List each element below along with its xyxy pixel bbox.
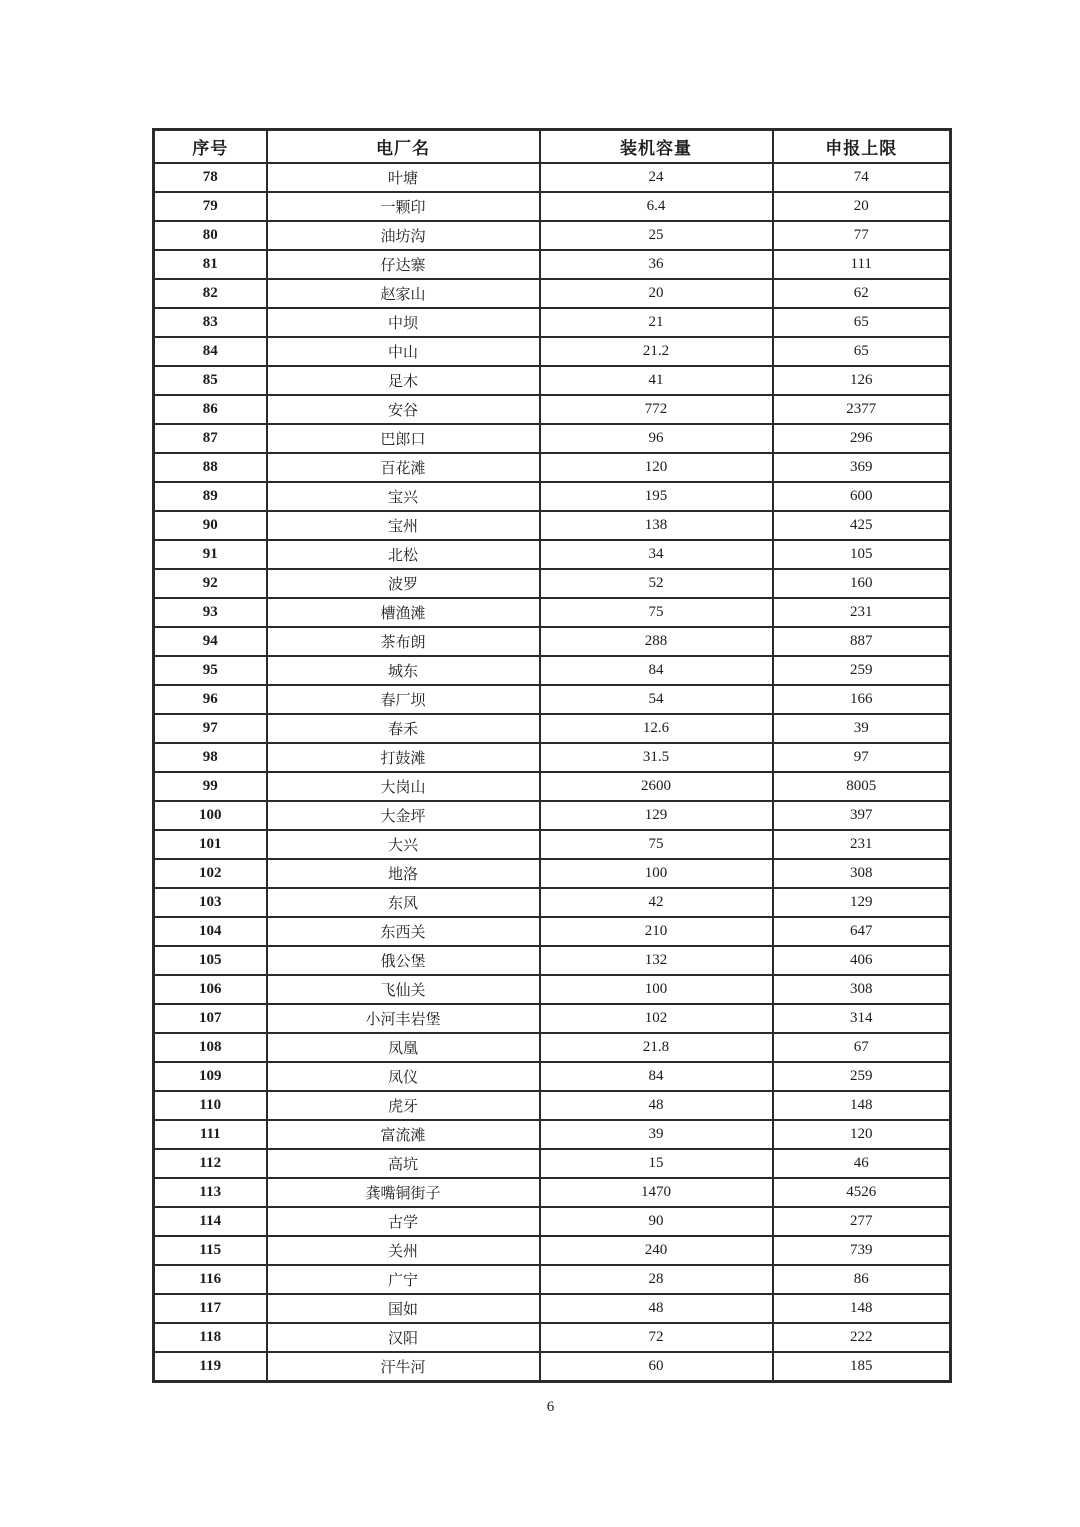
header-installed-capacity: 装机容量 (540, 130, 773, 164)
table-row (154, 337, 951, 366)
cell-declared-upper-limit: 308 (773, 859, 951, 888)
table-row (154, 279, 951, 308)
table-header (154, 130, 951, 164)
cell-plant-name: 巴郎口 (267, 424, 540, 453)
table-row (154, 598, 951, 627)
table-row (154, 801, 951, 830)
cell-plant-name: 春厂坝 (267, 685, 540, 714)
cell-installed-capacity: 34 (540, 540, 773, 569)
cell-declared-upper-limit: 600 (773, 482, 951, 511)
table-row (154, 772, 951, 801)
cell-installed-capacity: 21.8 (540, 1033, 773, 1062)
table-row (154, 511, 951, 540)
table-row (154, 540, 951, 569)
cell-serial-number: 117 (154, 1294, 267, 1323)
cell-installed-capacity: 28 (540, 1265, 773, 1294)
cell-installed-capacity: 25 (540, 221, 773, 250)
cell-serial-number: 109 (154, 1062, 267, 1091)
cell-declared-upper-limit: 425 (773, 511, 951, 540)
cell-declared-upper-limit: 308 (773, 975, 951, 1004)
table-row (154, 656, 951, 685)
cell-plant-name: 龚嘴铜街子 (267, 1178, 540, 1207)
cell-serial-number: 102 (154, 859, 267, 888)
cell-declared-upper-limit: 166 (773, 685, 951, 714)
cell-plant-name: 高坑 (267, 1149, 540, 1178)
cell-declared-upper-limit: 148 (773, 1294, 951, 1323)
cell-declared-upper-limit: 39 (773, 714, 951, 743)
cell-declared-upper-limit: 887 (773, 627, 951, 656)
table-container (152, 128, 949, 1416)
cell-installed-capacity: 21.2 (540, 337, 773, 366)
cell-serial-number: 85 (154, 366, 267, 395)
cell-installed-capacity: 72 (540, 1323, 773, 1352)
cell-installed-capacity: 240 (540, 1236, 773, 1265)
cell-declared-upper-limit: 77 (773, 221, 951, 250)
cell-declared-upper-limit: 160 (773, 569, 951, 598)
cell-installed-capacity: 100 (540, 859, 773, 888)
table-row (154, 1149, 951, 1178)
power-plant-table (152, 128, 952, 1383)
cell-installed-capacity: 195 (540, 482, 773, 511)
cell-plant-name: 足木 (267, 366, 540, 395)
cell-installed-capacity: 21 (540, 308, 773, 337)
page-number: 6 (546, 1399, 555, 1415)
table-row (154, 627, 951, 656)
cell-serial-number: 88 (154, 453, 267, 482)
cell-serial-number: 87 (154, 424, 267, 453)
cell-declared-upper-limit: 259 (773, 656, 951, 685)
table-row (154, 453, 951, 482)
cell-plant-name: 波罗 (267, 569, 540, 598)
table-row (154, 221, 951, 250)
table-row (154, 1294, 951, 1323)
cell-serial-number: 104 (154, 917, 267, 946)
cell-installed-capacity: 36 (540, 250, 773, 279)
cell-installed-capacity: 41 (540, 366, 773, 395)
table-row (154, 1120, 951, 1149)
cell-installed-capacity: 90 (540, 1207, 773, 1236)
cell-serial-number: 113 (154, 1178, 267, 1207)
cell-serial-number: 91 (154, 540, 267, 569)
table-row (154, 1004, 951, 1033)
cell-declared-upper-limit: 397 (773, 801, 951, 830)
cell-declared-upper-limit: 406 (773, 946, 951, 975)
table-row (154, 946, 951, 975)
cell-plant-name: 凤仪 (267, 1062, 540, 1091)
cell-serial-number: 80 (154, 221, 267, 250)
cell-declared-upper-limit: 105 (773, 540, 951, 569)
cell-plant-name: 东风 (267, 888, 540, 917)
cell-installed-capacity: 6.4 (540, 192, 773, 221)
cell-installed-capacity: 84 (540, 656, 773, 685)
table-row (154, 888, 951, 917)
cell-plant-name: 一颗印 (267, 192, 540, 221)
table-row (154, 1033, 951, 1062)
cell-serial-number: 107 (154, 1004, 267, 1033)
cell-serial-number: 81 (154, 250, 267, 279)
table-row (154, 830, 951, 859)
cell-declared-upper-limit: 259 (773, 1062, 951, 1091)
cell-plant-name: 国如 (267, 1294, 540, 1323)
cell-installed-capacity: 75 (540, 830, 773, 859)
cell-declared-upper-limit: 65 (773, 308, 951, 337)
table-row (154, 250, 951, 279)
cell-serial-number: 101 (154, 830, 267, 859)
cell-declared-upper-limit: 739 (773, 1236, 951, 1265)
cell-declared-upper-limit: 111 (773, 250, 951, 279)
cell-serial-number: 116 (154, 1265, 267, 1294)
cell-declared-upper-limit: 4526 (773, 1178, 951, 1207)
cell-installed-capacity: 84 (540, 1062, 773, 1091)
cell-installed-capacity: 12.6 (540, 714, 773, 743)
cell-declared-upper-limit: 231 (773, 598, 951, 627)
table-row (154, 1236, 951, 1265)
table-row (154, 424, 951, 453)
cell-serial-number: 84 (154, 337, 267, 366)
cell-serial-number: 106 (154, 975, 267, 1004)
cell-plant-name: 凤凰 (267, 1033, 540, 1062)
cell-serial-number: 79 (154, 192, 267, 221)
cell-plant-name: 大兴 (267, 830, 540, 859)
table-row (154, 1207, 951, 1236)
cell-installed-capacity: 2600 (540, 772, 773, 801)
cell-serial-number: 95 (154, 656, 267, 685)
cell-serial-number: 86 (154, 395, 267, 424)
cell-installed-capacity: 138 (540, 511, 773, 540)
cell-installed-capacity: 102 (540, 1004, 773, 1033)
table-body (154, 163, 951, 1382)
cell-plant-name: 油坊沟 (267, 221, 540, 250)
cell-serial-number: 112 (154, 1149, 267, 1178)
table-row (154, 569, 951, 598)
cell-plant-name: 汉阳 (267, 1323, 540, 1352)
cell-plant-name: 中坝 (267, 308, 540, 337)
cell-installed-capacity: 132 (540, 946, 773, 975)
cell-installed-capacity: 52 (540, 569, 773, 598)
cell-declared-upper-limit: 86 (773, 1265, 951, 1294)
cell-declared-upper-limit: 74 (773, 163, 951, 192)
table-row (154, 482, 951, 511)
cell-declared-upper-limit: 647 (773, 917, 951, 946)
cell-plant-name: 俄公堡 (267, 946, 540, 975)
cell-serial-number: 115 (154, 1236, 267, 1265)
header-declared-upper-limit: 申报上限 (773, 130, 951, 164)
cell-installed-capacity: 75 (540, 598, 773, 627)
cell-declared-upper-limit: 67 (773, 1033, 951, 1062)
header-serial-number: 序号 (154, 130, 267, 164)
cell-declared-upper-limit: 65 (773, 337, 951, 366)
cell-declared-upper-limit: 8005 (773, 772, 951, 801)
cell-installed-capacity: 54 (540, 685, 773, 714)
cell-serial-number: 90 (154, 511, 267, 540)
cell-declared-upper-limit: 97 (773, 743, 951, 772)
cell-plant-name: 中山 (267, 337, 540, 366)
cell-serial-number: 99 (154, 772, 267, 801)
table-row (154, 1062, 951, 1091)
cell-installed-capacity: 1470 (540, 1178, 773, 1207)
table-row (154, 366, 951, 395)
cell-serial-number: 114 (154, 1207, 267, 1236)
table-row (154, 192, 951, 221)
cell-serial-number: 110 (154, 1091, 267, 1120)
cell-plant-name: 赵家山 (267, 279, 540, 308)
table-row (154, 395, 951, 424)
cell-plant-name: 地洛 (267, 859, 540, 888)
cell-serial-number: 100 (154, 801, 267, 830)
cell-plant-name: 东西关 (267, 917, 540, 946)
table-row (154, 1352, 951, 1382)
cell-serial-number: 92 (154, 569, 267, 598)
cell-plant-name: 槽渔滩 (267, 598, 540, 627)
cell-installed-capacity: 772 (540, 395, 773, 424)
cell-declared-upper-limit: 148 (773, 1091, 951, 1120)
cell-installed-capacity: 39 (540, 1120, 773, 1149)
cell-installed-capacity: 48 (540, 1294, 773, 1323)
table-row (154, 1091, 951, 1120)
cell-installed-capacity: 100 (540, 975, 773, 1004)
cell-plant-name: 汗牛河 (267, 1352, 540, 1382)
cell-installed-capacity: 48 (540, 1091, 773, 1120)
cell-serial-number: 118 (154, 1323, 267, 1352)
cell-declared-upper-limit: 314 (773, 1004, 951, 1033)
cell-declared-upper-limit: 231 (773, 830, 951, 859)
cell-serial-number: 97 (154, 714, 267, 743)
table-row (154, 1323, 951, 1352)
cell-plant-name: 北松 (267, 540, 540, 569)
cell-installed-capacity: 60 (540, 1352, 773, 1382)
cell-serial-number: 96 (154, 685, 267, 714)
cell-plant-name: 飞仙关 (267, 975, 540, 1004)
cell-installed-capacity: 120 (540, 453, 773, 482)
table-row (154, 917, 951, 946)
table-row (154, 743, 951, 772)
cell-serial-number: 98 (154, 743, 267, 772)
table-row (154, 685, 951, 714)
cell-plant-name: 打鼓滩 (267, 743, 540, 772)
cell-installed-capacity: 20 (540, 279, 773, 308)
cell-plant-name: 春禾 (267, 714, 540, 743)
cell-declared-upper-limit: 129 (773, 888, 951, 917)
cell-plant-name: 城东 (267, 656, 540, 685)
cell-serial-number: 111 (154, 1120, 267, 1149)
cell-declared-upper-limit: 126 (773, 366, 951, 395)
cell-plant-name: 仔达寨 (267, 250, 540, 279)
cell-installed-capacity: 96 (540, 424, 773, 453)
cell-serial-number: 105 (154, 946, 267, 975)
cell-serial-number: 83 (154, 308, 267, 337)
table-row (154, 1178, 951, 1207)
cell-plant-name: 富流滩 (267, 1120, 540, 1149)
cell-declared-upper-limit: 46 (773, 1149, 951, 1178)
table-row (154, 975, 951, 1004)
table-row (154, 1265, 951, 1294)
cell-declared-upper-limit: 296 (773, 424, 951, 453)
cell-serial-number: 82 (154, 279, 267, 308)
cell-serial-number: 93 (154, 598, 267, 627)
cell-plant-name: 安谷 (267, 395, 540, 424)
cell-plant-name: 关州 (267, 1236, 540, 1265)
cell-plant-name: 虎牙 (267, 1091, 540, 1120)
cell-installed-capacity: 31.5 (540, 743, 773, 772)
cell-installed-capacity: 24 (540, 163, 773, 192)
cell-plant-name: 大金坪 (267, 801, 540, 830)
cell-plant-name: 百花滩 (267, 453, 540, 482)
cell-declared-upper-limit: 222 (773, 1323, 951, 1352)
cell-installed-capacity: 42 (540, 888, 773, 917)
cell-declared-upper-limit: 62 (773, 279, 951, 308)
cell-plant-name: 广宁 (267, 1265, 540, 1294)
cell-plant-name: 古学 (267, 1207, 540, 1236)
cell-declared-upper-limit: 120 (773, 1120, 951, 1149)
cell-declared-upper-limit: 277 (773, 1207, 951, 1236)
cell-plant-name: 大岗山 (267, 772, 540, 801)
table-row (154, 163, 951, 192)
cell-serial-number: 78 (154, 163, 267, 192)
cell-serial-number: 103 (154, 888, 267, 917)
table-row (154, 714, 951, 743)
cell-serial-number: 108 (154, 1033, 267, 1062)
cell-plant-name: 叶塘 (267, 163, 540, 192)
cell-plant-name: 宝兴 (267, 482, 540, 511)
cell-serial-number: 89 (154, 482, 267, 511)
cell-installed-capacity: 288 (540, 627, 773, 656)
table-header-row (154, 130, 951, 164)
cell-declared-upper-limit: 2377 (773, 395, 951, 424)
cell-plant-name: 茶布朗 (267, 627, 540, 656)
cell-declared-upper-limit: 369 (773, 453, 951, 482)
cell-installed-capacity: 15 (540, 1149, 773, 1178)
header-plant-name: 电厂名 (267, 130, 540, 164)
cell-plant-name: 小河丰岩堡 (267, 1004, 540, 1033)
cell-declared-upper-limit: 20 (773, 192, 951, 221)
cell-plant-name: 宝州 (267, 511, 540, 540)
cell-serial-number: 94 (154, 627, 267, 656)
cell-serial-number: 119 (154, 1352, 267, 1382)
cell-installed-capacity: 210 (540, 917, 773, 946)
cell-installed-capacity: 129 (540, 801, 773, 830)
table-row (154, 859, 951, 888)
cell-declared-upper-limit: 185 (773, 1352, 951, 1382)
table-row (154, 308, 951, 337)
